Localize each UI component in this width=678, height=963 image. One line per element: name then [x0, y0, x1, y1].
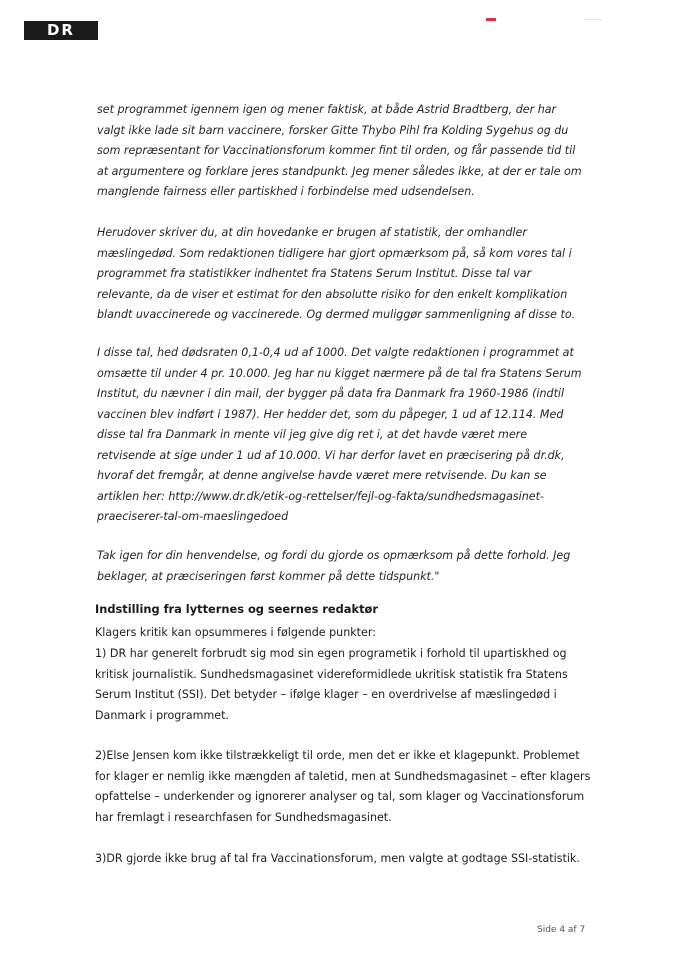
quote-paragraph-4: Tak igen for din henvendelse, og fordi du gjorde os opmærksom på dette forhold. Jeg beklager, at præciseringen først kommer på dette tidspunkt.": [97, 549, 571, 583]
page-number: Side 4 af 7: [537, 925, 586, 935]
dr-logo: DR: [24, 21, 98, 40]
quote-paragraph-2: Herudover skriver du, at din hovedanke er brugen af statistik, der omhandler mæslingedød. Som redaktionen tidligere har gjort opmærksom på, så kom vores tal i programmet fra statistikker indhentet fra Statens Serum Institut. Disse tal var relevante, da de viser et estimat for den absolutte risiko for den enkelt komplikation blandt uvaccinerede og vaccinerede. Og dermed muliggør sammenligning af disse to.: [97, 226, 576, 321]
section-heading: Indstilling fra lytternes og seernes redaktør: [95, 602, 378, 616]
quote-paragraph-1: set programmet igennem igen og mener faktisk, at både Astrid Bradtberg, der har valgt ikke lade sit barn vaccinere, forsker Gitte Thybo Pihl fra Kolding Sygehus og du som repræsentant for Vaccinationsforum kommer fint til orden, og får passende tid til at argumentere og forklare jeres standpunkt. Jeg mener således ikke, at der er tale om manglende fairness eller partiskhed i forbindelse med udsendelsen.: [97, 103, 582, 198]
complaint-point-2: 2)Else Jensen kom ikke tilstrækkeligt til orde, men det er ikke et klagepunkt. Problemet for klager er nemlig ikke mængden af taletid, men at Sundhedsmagasinet – efter klagers opfattelse – underkender og ignorerer analyser og tal, som klager og Vaccinationsforum har fremlagt i researchfasen for Sundhedsmagasinet.: [95, 749, 591, 824]
quote-paragraph-3: I disse tal, hed dødsraten 0,1-0,4 ud af 1000. Det valgte redaktionen i programmet at omsætte til under 4 pr. 10.000. Jeg har nu kigget nærmere på de tal fra Statens Serum Institut, du nævner i din mail, der bygger på data fra Danmark fra 1960-1986 (indtil vaccinen blev indført i 1987). Her hedder det, som du påpeger, 1 ud af 12.114. Med disse tal fra Danmark in mente vil jeg give dig ret i, at det havde været mere retvisende at sige under 1 ud af 10.000. Vi har derfor lavet en præcisering på dr.dk, hvoraf det fremgår, at denne angivelse havde været mere retvisende. Du kan se artiklen her: http://www.dr.dk/etik-og-rettelser/fejl-og-fakta/sundhedsmagasinet-praeciserer-tal-om-maeslingedoed: [97, 346, 582, 523]
complaint-point-3: 3)DR gjorde ikke brug af tal fra Vaccinationsforum, men valgte at godtage SSI-statistik.: [95, 852, 580, 865]
section-intro: Klagers kritik kan opsummeres i følgende punkter:: [95, 626, 376, 639]
header-faint-mark: [584, 19, 602, 20]
complaint-point-1: 1) DR har generelt forbrudt sig mod sin egen programetik i forhold til upartiskhed og kritisk journalistik. Sundhedsmagasinet videreformidlede ukritisk statistik fra Statens Serum Institut (SSI). Det betyder – ifølge klager – en overdrivelse af mæslingedød i Danmark i programmet.: [95, 647, 568, 722]
header-red-mark: [486, 18, 496, 21]
